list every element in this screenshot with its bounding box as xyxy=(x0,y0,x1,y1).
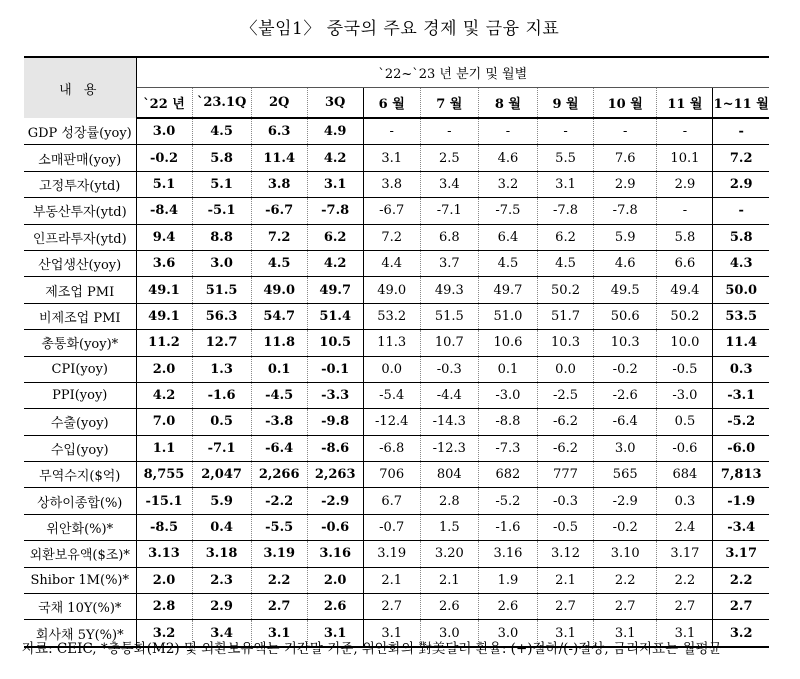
table-cell: 56.3 xyxy=(192,303,251,329)
table-cell: -6.8 xyxy=(363,435,420,461)
table-cell: -7.8 xyxy=(594,198,657,224)
row-label: 인프라투자(ytd) xyxy=(24,224,136,250)
table-cell: -8.6 xyxy=(307,435,363,461)
table-cell: -4.4 xyxy=(420,382,478,408)
table-cell: 54.7 xyxy=(251,303,307,329)
table-row xyxy=(24,409,769,435)
table-cell: 4.2 xyxy=(307,250,363,276)
table-cell: 2,263 xyxy=(307,462,363,488)
table-cell: -6.0 xyxy=(713,435,769,461)
table-cell: -4.5 xyxy=(251,382,307,408)
table-row xyxy=(24,382,769,408)
table-cell: 3.1 xyxy=(251,620,307,647)
table-cell: -7.1 xyxy=(420,198,478,224)
table-cell: 6.2 xyxy=(307,224,363,250)
table-cell: 4.5 xyxy=(251,250,307,276)
table-cell: 49.0 xyxy=(363,277,420,303)
table-cell: 3.2 xyxy=(713,620,769,647)
table-row xyxy=(24,118,769,145)
table-cell: -5.1 xyxy=(192,198,251,224)
table-cell: -1.6 xyxy=(192,382,251,408)
table-cell: 3.17 xyxy=(657,541,713,567)
table-cell: 3.0 xyxy=(136,118,192,145)
row-label: 위안화(%)* xyxy=(24,514,136,540)
table-cell: -7.5 xyxy=(478,198,537,224)
table-cell: -7.8 xyxy=(538,198,594,224)
table-cell: 10.6 xyxy=(478,330,537,356)
row-label: 총통화(yoy)* xyxy=(24,330,136,356)
table-cell: 6.7 xyxy=(363,488,420,514)
table-cell: 3.2 xyxy=(478,171,537,197)
table-cell: 49.3 xyxy=(420,277,478,303)
row-label: PPI(yoy) xyxy=(24,382,136,408)
table-cell: -8.8 xyxy=(478,409,537,435)
table-cell: -6.2 xyxy=(538,435,594,461)
table-cell: - xyxy=(657,198,713,224)
table-cell: -1.6 xyxy=(478,514,537,540)
table-cell: 3.8 xyxy=(363,171,420,197)
table-cell: 4.5 xyxy=(192,118,251,145)
table-cell: 8,755 xyxy=(136,462,192,488)
row-label: CPI(yoy) xyxy=(24,356,136,382)
table-cell: 2.7 xyxy=(251,594,307,620)
table-cell: 2.1 xyxy=(420,567,478,593)
table-cell: 49.1 xyxy=(136,303,192,329)
column-header: 2Q xyxy=(251,88,307,119)
table-cell: 8.8 xyxy=(192,224,251,250)
table-cell: 3.1 xyxy=(657,620,713,647)
table-cell: 3.20 xyxy=(420,541,478,567)
table-cell: 7.6 xyxy=(594,145,657,171)
table-cell: 10.3 xyxy=(594,330,657,356)
column-header: 10 월 xyxy=(594,88,657,119)
table-cell: 682 xyxy=(478,462,537,488)
row-label: 고정투자(ytd) xyxy=(24,171,136,197)
table-cell: 5.9 xyxy=(594,224,657,250)
table-cell: 2.2 xyxy=(713,567,769,593)
table-cell: 2,266 xyxy=(251,462,307,488)
table-cell: 2.1 xyxy=(363,567,420,593)
table-cell: 49.4 xyxy=(657,277,713,303)
table-cell: 4.5 xyxy=(478,250,537,276)
table-cell: 0.1 xyxy=(478,356,537,382)
table-row xyxy=(24,541,769,567)
table-cell: -0.3 xyxy=(538,488,594,514)
table-cell: 2.2 xyxy=(251,567,307,593)
table-cell: 1.9 xyxy=(478,567,537,593)
table-cell: 3.0 xyxy=(420,620,478,647)
table-cell: -2.6 xyxy=(594,382,657,408)
table-cell: -1.9 xyxy=(713,488,769,514)
table-cell: 706 xyxy=(363,462,420,488)
table-row xyxy=(24,250,769,276)
column-header: 6 월 xyxy=(363,88,420,119)
table-cell: 50.6 xyxy=(594,303,657,329)
table-cell: -12.4 xyxy=(363,409,420,435)
table-cell: 2.5 xyxy=(420,145,478,171)
table-cell: 777 xyxy=(538,462,594,488)
economic-indicators-table xyxy=(24,56,769,648)
table-cell: 2.2 xyxy=(594,567,657,593)
table-cell: 2.7 xyxy=(713,594,769,620)
table-row xyxy=(24,462,769,488)
table-cell: -0.3 xyxy=(420,356,478,382)
table-cell: -5.4 xyxy=(363,382,420,408)
table-cell: -5.5 xyxy=(251,514,307,540)
table-cell: 2.0 xyxy=(307,567,363,593)
table-cell: -3.3 xyxy=(307,382,363,408)
table-cell: 3.10 xyxy=(594,541,657,567)
table-cell: 2.0 xyxy=(136,567,192,593)
table-cell: 3.1 xyxy=(363,145,420,171)
table-cell: 7.2 xyxy=(713,145,769,171)
table-cell: 3.1 xyxy=(594,620,657,647)
table-row xyxy=(24,303,769,329)
table-cell: -0.2 xyxy=(594,514,657,540)
row-label: 상하이종합(%) xyxy=(24,488,136,514)
table-cell: 3.0 xyxy=(594,435,657,461)
table-cell: - xyxy=(363,118,420,145)
table-cell: -3.0 xyxy=(478,382,537,408)
table-cell: 0.5 xyxy=(192,409,251,435)
table-cell: 3.12 xyxy=(538,541,594,567)
table-cell: 2.7 xyxy=(657,594,713,620)
table-cell: - xyxy=(657,118,713,145)
table-cell: -6.4 xyxy=(594,409,657,435)
table-cell: 0.5 xyxy=(657,409,713,435)
table-cell: -0.5 xyxy=(538,514,594,540)
table-body xyxy=(24,118,769,647)
table-cell: 7.2 xyxy=(363,224,420,250)
table-cell: 0.0 xyxy=(538,356,594,382)
row-header: 내 용 xyxy=(24,57,136,118)
table-cell: -7.3 xyxy=(478,435,537,461)
row-label: 소매판매(yoy) xyxy=(24,145,136,171)
table-cell: 53.5 xyxy=(713,303,769,329)
table-cell: 49.5 xyxy=(594,277,657,303)
table-cell: 3.7 xyxy=(420,250,478,276)
table-cell: - xyxy=(594,118,657,145)
table-cell: -3.8 xyxy=(251,409,307,435)
table-cell: 3.1 xyxy=(363,620,420,647)
table-cell: 11.8 xyxy=(251,330,307,356)
table-cell: -6.7 xyxy=(363,198,420,224)
table-cell: 53.2 xyxy=(363,303,420,329)
table-cell: -5.2 xyxy=(713,409,769,435)
column-header: `22 년 xyxy=(136,88,192,119)
table-cell: 7.2 xyxy=(251,224,307,250)
table-cell: - xyxy=(420,118,478,145)
table-cell: 2.7 xyxy=(594,594,657,620)
table-cell: -2.5 xyxy=(538,382,594,408)
table-cell: 10.7 xyxy=(420,330,478,356)
table-cell: 4.6 xyxy=(594,250,657,276)
table-cell: 2.6 xyxy=(478,594,537,620)
table-cell: 3.18 xyxy=(192,541,251,567)
table-cell: 0.1 xyxy=(251,356,307,382)
table-cell: 2.9 xyxy=(713,171,769,197)
table-cell: 3.2 xyxy=(136,620,192,647)
table-cell: 10.3 xyxy=(538,330,594,356)
row-label: 수출(yoy) xyxy=(24,409,136,435)
table-cell: 4.5 xyxy=(538,250,594,276)
column-header: 9 월 xyxy=(538,88,594,119)
table-cell: -7.8 xyxy=(307,198,363,224)
table-cell: 3.13 xyxy=(136,541,192,567)
table-cell: 2.8 xyxy=(420,488,478,514)
table-cell: -8.4 xyxy=(136,198,192,224)
table-cell: 3.1 xyxy=(307,620,363,647)
row-label: 회사채 5Y(%)* xyxy=(24,620,136,647)
footnote: 자료: CEIC, *총통화(M2) 및 외환보유액는 기간말 기준, 위안화의 對美달러 환율: (+)절하/(-)절상, 금리지표는 월평균 xyxy=(22,641,722,657)
table-cell: -2.9 xyxy=(307,488,363,514)
table-cell: 51.7 xyxy=(538,303,594,329)
table-cell: -3.0 xyxy=(657,382,713,408)
row-label: 부동산투자(ytd) xyxy=(24,198,136,224)
table-cell: 5.8 xyxy=(192,145,251,171)
column-header: 8 월 xyxy=(478,88,537,119)
table-cell: 4.2 xyxy=(136,382,192,408)
table-cell: 6.6 xyxy=(657,250,713,276)
column-header-row xyxy=(24,88,769,119)
table-cell: 3.1 xyxy=(307,171,363,197)
table-cell: 6.8 xyxy=(420,224,478,250)
table-cell: 2.8 xyxy=(136,594,192,620)
table-row xyxy=(24,488,769,514)
table-cell: 2.3 xyxy=(192,567,251,593)
row-label: 산업생산(yoy) xyxy=(24,250,136,276)
table-cell: -9.8 xyxy=(307,409,363,435)
table-cell: 4.3 xyxy=(713,250,769,276)
column-header: 1~11 월 xyxy=(713,88,769,119)
table-row xyxy=(24,145,769,171)
table-cell: 3.16 xyxy=(478,541,537,567)
table-cell: 565 xyxy=(594,462,657,488)
table-cell: 4.4 xyxy=(363,250,420,276)
table-cell: 11.4 xyxy=(713,330,769,356)
table-cell: 5.1 xyxy=(136,171,192,197)
table-cell: 10.1 xyxy=(657,145,713,171)
table-cell: 11.4 xyxy=(251,145,307,171)
table-row xyxy=(24,224,769,250)
table-cell: 3.0 xyxy=(192,250,251,276)
table-cell: 684 xyxy=(657,462,713,488)
table-cell: -6.7 xyxy=(251,198,307,224)
table-cell: -2.9 xyxy=(594,488,657,514)
table-cell: 1.3 xyxy=(192,356,251,382)
column-header: `23.1Q xyxy=(192,88,251,119)
table-cell: 5.1 xyxy=(192,171,251,197)
table-cell: 4.2 xyxy=(307,145,363,171)
table-cell: -8.5 xyxy=(136,514,192,540)
table-cell: 51.0 xyxy=(478,303,537,329)
table-cell: -2.2 xyxy=(251,488,307,514)
table-cell: 7,813 xyxy=(713,462,769,488)
table-cell: 0.4 xyxy=(192,514,251,540)
table-cell: 49.7 xyxy=(307,277,363,303)
row-label: 국채 10Y(%)* xyxy=(24,594,136,620)
table-cell: 0.3 xyxy=(657,488,713,514)
table-cell: 3.19 xyxy=(363,541,420,567)
table-cell: -12.3 xyxy=(420,435,478,461)
table-row xyxy=(24,356,769,382)
table-cell: 10.5 xyxy=(307,330,363,356)
table-cell: 6.2 xyxy=(538,224,594,250)
table-cell: 7.0 xyxy=(136,409,192,435)
table-cell: - xyxy=(538,118,594,145)
table-cell: 2.9 xyxy=(192,594,251,620)
table-cell: -6.4 xyxy=(251,435,307,461)
table-cell: -3.4 xyxy=(713,514,769,540)
table-cell: 2.6 xyxy=(307,594,363,620)
table-cell: 3.8 xyxy=(251,171,307,197)
table-cell: 2.7 xyxy=(363,594,420,620)
table-cell: -6.2 xyxy=(538,409,594,435)
column-header: 7 월 xyxy=(420,88,478,119)
table-cell: 5.8 xyxy=(657,224,713,250)
table-row xyxy=(24,435,769,461)
table-row xyxy=(24,567,769,593)
table-cell: 2.2 xyxy=(657,567,713,593)
table-cell: - xyxy=(713,198,769,224)
table-cell: 3.6 xyxy=(136,250,192,276)
group-header: `22~`23 년 분기 및 월별 xyxy=(136,57,769,88)
table-row xyxy=(24,330,769,356)
table-cell: 2,047 xyxy=(192,462,251,488)
table-cell: 3.1 xyxy=(538,620,594,647)
row-label: 제조업 PMI xyxy=(24,277,136,303)
table-cell: -0.2 xyxy=(594,356,657,382)
column-header: 3Q xyxy=(307,88,363,119)
table-cell: 2.6 xyxy=(420,594,478,620)
table-cell: -0.7 xyxy=(363,514,420,540)
table-cell: -0.6 xyxy=(657,435,713,461)
table-cell: 10.0 xyxy=(657,330,713,356)
table-cell: 3.17 xyxy=(713,541,769,567)
table-cell: 5.8 xyxy=(713,224,769,250)
table-cell: 2.0 xyxy=(136,356,192,382)
row-label: GDP 성장률(yoy) xyxy=(24,118,136,145)
table-cell: -5.2 xyxy=(478,488,537,514)
table-cell: 2.9 xyxy=(657,171,713,197)
column-header: 11 월 xyxy=(657,88,713,119)
table-cell: 3.16 xyxy=(307,541,363,567)
table-cell: 4.6 xyxy=(478,145,537,171)
table-cell: 5.9 xyxy=(192,488,251,514)
table-row xyxy=(24,594,769,620)
table-cell: -3.1 xyxy=(713,382,769,408)
table-cell: 49.7 xyxy=(478,277,537,303)
table-cell: 3.19 xyxy=(251,541,307,567)
table-cell: 2.9 xyxy=(594,171,657,197)
table-cell: 50.0 xyxy=(713,277,769,303)
table-row xyxy=(24,514,769,540)
table-cell: 2.7 xyxy=(538,594,594,620)
table-cell: 0.3 xyxy=(713,356,769,382)
table-cell: 2.4 xyxy=(657,514,713,540)
table-cell: 0.0 xyxy=(363,356,420,382)
table-cell: 51.5 xyxy=(420,303,478,329)
row-label: 수입(yoy) xyxy=(24,435,136,461)
table-cell: -15.1 xyxy=(136,488,192,514)
table-cell: 804 xyxy=(420,462,478,488)
table-cell: 1.1 xyxy=(136,435,192,461)
table-cell: 6.4 xyxy=(478,224,537,250)
table-cell: 4.9 xyxy=(307,118,363,145)
table-cell: 9.4 xyxy=(136,224,192,250)
table-cell: -0.6 xyxy=(307,514,363,540)
table-cell: 3.1 xyxy=(538,171,594,197)
table-cell: 51.5 xyxy=(192,277,251,303)
row-label: 외환보유액($조)* xyxy=(24,541,136,567)
table-cell: 11.2 xyxy=(136,330,192,356)
table-cell: -0.2 xyxy=(136,145,192,171)
table-cell: 5.5 xyxy=(538,145,594,171)
table-cell: -7.1 xyxy=(192,435,251,461)
table-cell: 49.0 xyxy=(251,277,307,303)
table-cell: 49.1 xyxy=(136,277,192,303)
table-row xyxy=(24,277,769,303)
table-row xyxy=(24,171,769,197)
table-cell: -14.3 xyxy=(420,409,478,435)
table-row xyxy=(24,198,769,224)
row-label: 비제조업 PMI xyxy=(24,303,136,329)
table-cell: 6.3 xyxy=(251,118,307,145)
table-cell: 50.2 xyxy=(538,277,594,303)
table-cell: 1.5 xyxy=(420,514,478,540)
table-cell: - xyxy=(478,118,537,145)
table-cell: 51.4 xyxy=(307,303,363,329)
row-label: 무역수지($억) xyxy=(24,462,136,488)
table-cell: -0.5 xyxy=(657,356,713,382)
row-label: Shibor 1M(%)* xyxy=(24,567,136,593)
table-cell: 50.2 xyxy=(657,303,713,329)
table-cell: 3.4 xyxy=(420,171,478,197)
table-cell: -0.1 xyxy=(307,356,363,382)
table-cell: 11.3 xyxy=(363,330,420,356)
table-cell: 3.4 xyxy=(192,620,251,647)
page-title: 〈붙임1〉 중국의 주요 경제 및 금융 지표 xyxy=(240,19,560,39)
table-cell: 12.7 xyxy=(192,330,251,356)
table-cell: 2.1 xyxy=(538,567,594,593)
table-cell: - xyxy=(713,118,769,145)
table-cell: 3.0 xyxy=(478,620,537,647)
